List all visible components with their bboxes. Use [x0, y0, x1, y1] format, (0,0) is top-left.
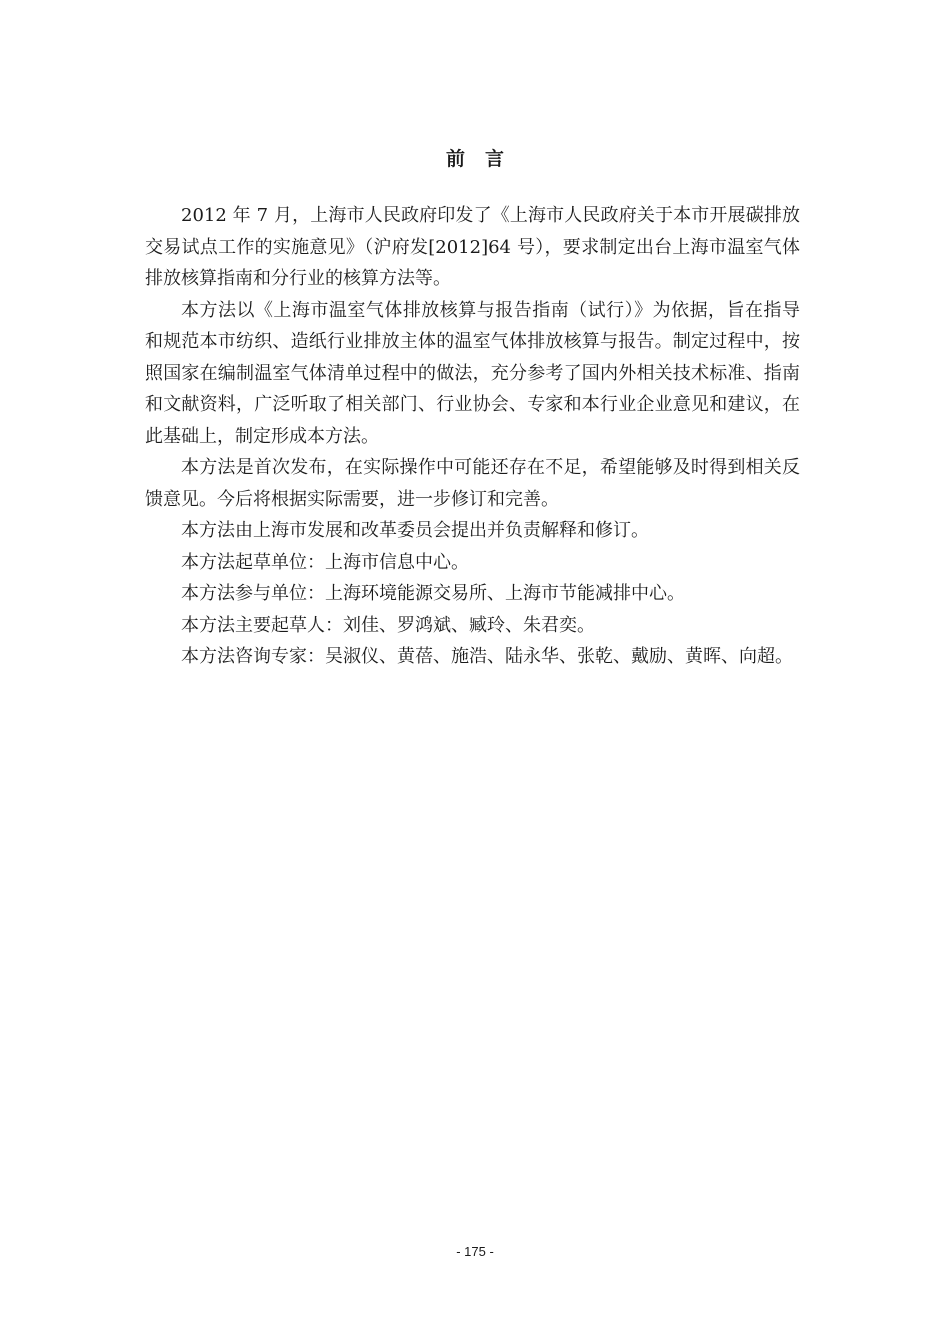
title-char-1: 前	[445, 148, 465, 170]
paragraph-participating-units: 本方法参与单位：上海环境能源交易所、上海市节能减排中心。	[181, 583, 685, 604]
paragraph-feedback: 本方法是首次发布，在实际操作中可能还存在不足，希望能够及时得到相关反馈意见。今后将根据实际需要，进一步修订和完善。	[145, 457, 800, 510]
paragraph-experts: 本方法咨询专家：吴淑仪、黄蓓、施浩、陆永华、张乾、戴励、黄晖、向超。	[181, 646, 793, 667]
paragraph-drafting-unit: 本方法起草单位：上海市信息中心。	[181, 551, 469, 573]
page-title	[0, 146, 950, 172]
preface-body	[145, 200, 800, 673]
title-char-2: 言	[485, 148, 505, 170]
paragraph-drafters: 本方法主要起草人：刘佳、罗鸿斌、臧玲、朱君奕。	[181, 614, 595, 636]
paragraph-background: 2012 年 7 月，上海市人民政府印发了《上海市人民政府关于本市开展碳排放交易试点工作的实施意见》（沪府发[2012]64 号），要求制定出台上海市温室气体排放核算指南和分行业的核算方法等。	[145, 205, 800, 289]
paragraph-proposer: 本方法由上海市发展和改革委员会提出并负责解释和修订。	[181, 520, 649, 541]
paragraph-basis: 本方法以《上海市温室气体排放核算与报告指南（试行）》为依据，旨在指导和规范本市纺织、造纸行业排放主体的温室气体排放核算与报告。制定过程中，按照国家在编制温室气体清单过程中的做法，充分参考了国内外相关技术标准、指南和文献资料，广泛听取了相关部门、行业协会、专家和本行业企业意见和建议，在此基础上，制定形成本方法。	[145, 299, 800, 447]
page-number: - 175 -	[456, 1244, 494, 1259]
